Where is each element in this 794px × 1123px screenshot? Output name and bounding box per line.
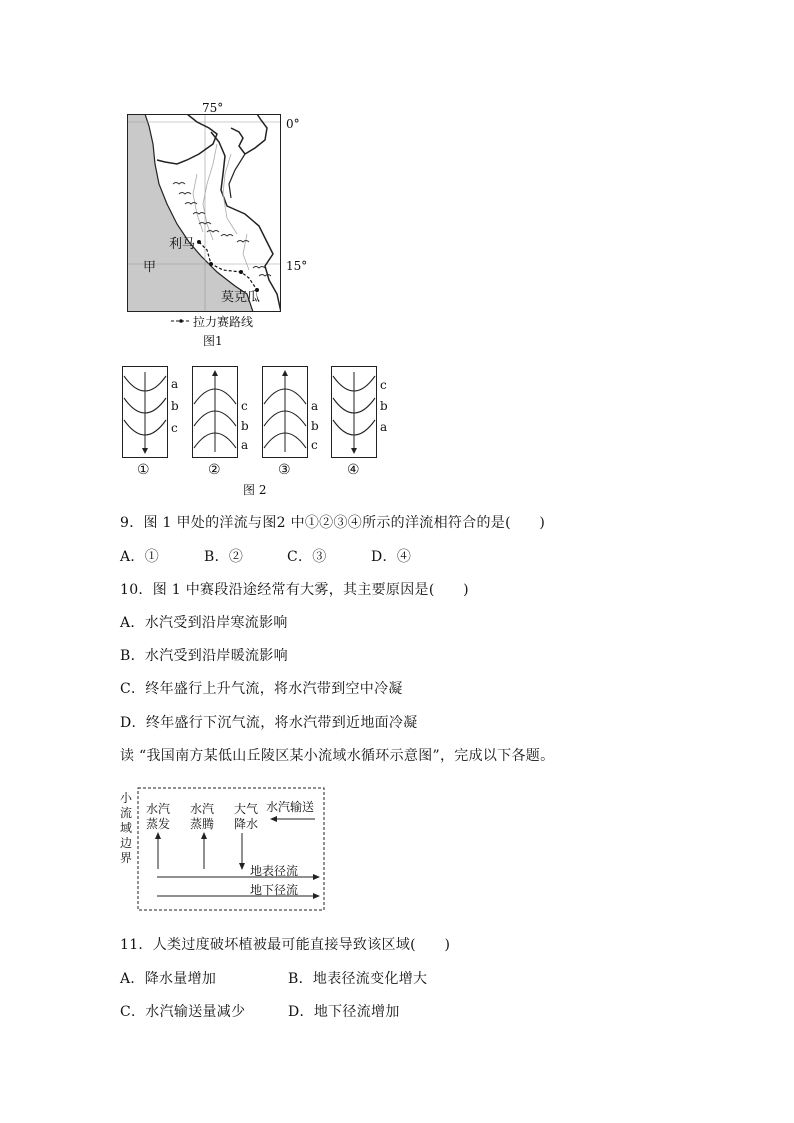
panel4-number: ④ [347,462,360,478]
question-10-option-c: C．终年盛行上升气流，将水汽带到空中冷凝 [120,681,403,697]
panel1-label-2: b [171,399,179,413]
question-9-stem: 9．图 1 甲处的洋流与图2 中①②③④所示的洋流相符合的是( ) [120,515,546,531]
question-10-option-d: D．终年盛行下沉气流，将水汽带到近地面冷凝 [120,715,418,731]
current-panel-4 [331,366,377,458]
panel4-label-1: c [380,378,387,392]
boundary-char-1: 小 [120,791,133,805]
transpiration-label-1: 水汽 [190,802,215,816]
ground-runoff-label: 地下径流 [250,883,299,897]
sea-label-jia: 甲 [143,260,157,275]
boundary-char-4: 边 [120,836,133,850]
question-9-option-c: C．③ [287,549,327,565]
question-10-option-a: A．水汽受到沿岸寒流影响 [120,615,288,631]
question-9-option-d: D．④ [371,549,412,565]
route-legend-icon [170,316,192,326]
boundary-char-5: 界 [120,851,133,865]
question-11-option-a: A．降水量增加 [120,971,217,987]
panel1-label-3: c [171,421,178,435]
section-intro: 读 “我国南方某低山丘陵区某小流域水循环示意图”，完成以下各题。 [120,748,555,764]
panel2-label-2: b [241,419,249,433]
surface-runoff-label: 地表径流 [250,864,299,878]
panel3-number: ③ [278,462,291,478]
longitude-label: 75° [202,101,224,115]
boundary-char-2: 流 [120,806,133,820]
question-10-stem: 10．图 1 中赛段沿途经常有大雾，其主要原因是( ) [120,582,469,598]
precipitation-label-2: 降水 [234,817,259,831]
panel2-number: ② [208,462,221,478]
evaporation-label-2: 蒸发 [146,817,171,831]
figure2-caption: 图 2 [243,483,267,497]
transpiration-label-2: 蒸腾 [190,817,215,831]
panel4-label-3: a [380,420,388,434]
latitude-label-top: 0° [286,117,300,131]
question-11-stem: 11．人类过度破坏植被最可能直接导致该区域( ) [120,937,451,953]
panel2-label-1: c [241,399,248,413]
question-9-option-a: A．① [120,549,160,565]
panel2-label-3: a [241,438,249,452]
figure1-caption: 图1 [203,334,223,348]
panel3-label-1: a [311,399,319,413]
question-10-option-b: B．水汽受到沿岸暖流影响 [120,648,288,664]
panel1-label-1: a [171,377,179,391]
question-11-option-c: C．水汽输送量减少 [120,1004,246,1020]
peru-map [127,114,281,312]
city-label-lima: 利马 [169,237,196,252]
route-legend-label: 拉力赛路线 [193,315,254,329]
panel1-number: ① [137,462,150,478]
vapor-transport-label: 水汽输送 [266,800,315,814]
current-panel-3 [262,366,308,458]
panel4-label-2: b [380,399,388,413]
panel3-label-3: c [311,438,318,452]
city-label-moquegua: 莫克瓜 [221,290,261,305]
precipitation-label-1: 大气 [234,802,259,816]
panel3-label-2: b [311,419,319,433]
evaporation-label-1: 水汽 [146,802,171,816]
current-panel-1 [122,366,168,458]
question-9-option-b: B．② [204,549,244,565]
current-panel-2 [192,366,238,458]
question-11-option-b: B．地表径流变化增大 [288,971,428,987]
boundary-char-3: 域 [120,821,133,835]
latitude-label-mid: 15° [286,259,308,273]
question-11-option-d: D．地下径流增加 [288,1004,400,1020]
